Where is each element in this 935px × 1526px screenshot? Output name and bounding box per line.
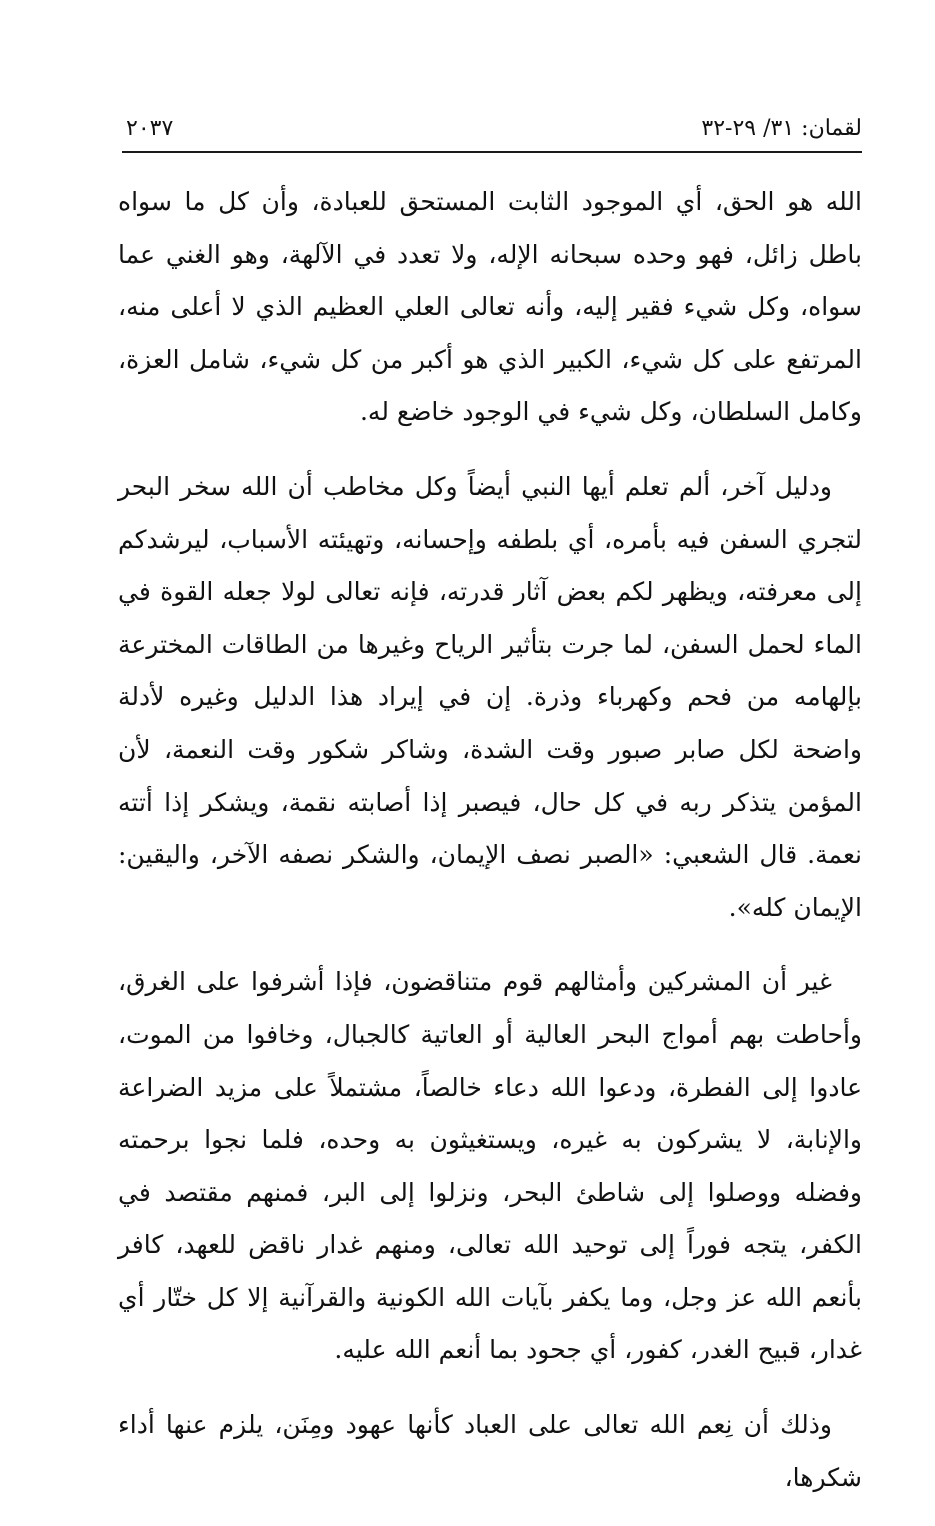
paragraph: وذلك أن نِعم الله تعالى على العباد كأنها عهود ومِنَن، يلزم عنها أداء شكرها، xyxy=(118,1410,862,1492)
page-body xyxy=(118,176,862,1526)
paragraph: غير أن المشركين وأمثالهم قوم متناقضون، فإذا أشرفوا على الغرق، وأحاطت بهم أمواج البحر العالية أو العاتية كالجبال، وخافوا من الموت، عادوا إلى الفطرة، ودعوا الله دعاء خالصاً، مشتملاً على مزيد الضراعة والإنابة، لا يشركون به غيره، ويستغيثون به وحده، فلما نجوا برحمته وفضله ووصلوا إلى شاطئ البحر، ونزلوا إلى البر، فمنهم مقتصد في الكفر، يتجه فوراً إلى توحيد الله تعالى، ومنهم غدار ناقض للعهد، كافر بأنعم الله عز وجل، وما يكفر بآيات الله الكونية والقرآنية إلا كل ختّار أي غدار، قبيح الغدر، كفور، أي جحود بما أنعم الله عليه. xyxy=(118,967,862,1365)
header-divider xyxy=(122,151,862,153)
paragraph: الله هو الحق، أي الموجود الثابت المستحق للعبادة، وأن كل ما سواه باطل زائل، فهو وحده سبحانه الإله، ولا تعدد في الآلهة، وهو الغني عما سواه، وكل شيء فقير إليه، وأنه تعالى العلي العظيم الذي لا أعلى منه، المرتفع على كل شيء، الكبير الذي هو أكبر من كل شيء، شامل العزة، وكامل السلطان، وكل شيء في الوجود خاضع له. xyxy=(118,187,862,427)
paragraph: ودليل آخر، ألم تعلم أيها النبي أيضاً وكل مخاطب أن الله سخر البحر لتجري السفن فيه بأمره، أي بلطفه وإحسانه، وتهيئته الأسباب، ليرشدكم إلى معرفته، ويظهر لكم بعض آثار قدرته، فإنه تعالى لولا جعله القوة في الماء لحمل السفن، لما جرت بتأثير الرياح وغيرها من الطاقات المخترعة بإلهامه من فحم وكهرباء وذرة. إن في إيراد هذا الدليل وغيره لأدلة واضحة لكل صابر صبور وقت الشدة، وشاكر شكور وقت النعمة، لأن المؤمن يتذكر ربه في كل حال، فيصبر إذا أصابته نقمة، ويشكر إذا أتته نعمة. قال الشعبي: «الصبر نصف الإيمان، والشكر نصفه الآخر، واليقين: الإيمان كله». xyxy=(118,471,863,922)
running-header xyxy=(122,108,862,148)
surah-verse-reference: لقمان: ٣١/ ٢٩-٣٢ xyxy=(701,116,862,141)
page-number: ٢٠٣٧ xyxy=(126,116,174,141)
